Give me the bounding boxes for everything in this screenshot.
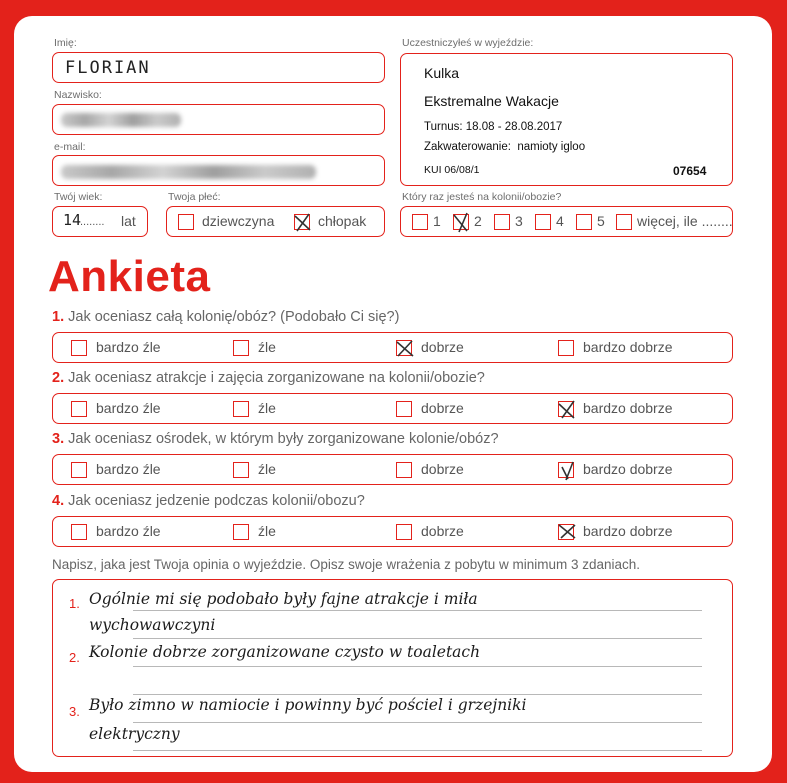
question-4-text: Jak oceniasz jedzenie podczas kolonii/obozu? (68, 493, 365, 509)
age-value: 14 (63, 211, 82, 229)
opinion-1-line-1: Ogólnie mi się podobało były fajne atrakcje i miła (89, 590, 478, 608)
writing-line (133, 722, 702, 723)
gender-option-boy: chłopak (318, 213, 367, 229)
survey-title: Ankieta (48, 252, 211, 301)
survey-sheet (14, 16, 772, 772)
question-4-number: 4. (52, 493, 65, 509)
q2-checkbox-very-bad[interactable] (71, 401, 87, 417)
q3-option-good: dobrze (421, 461, 464, 477)
q4-option-good: dobrze (421, 523, 464, 539)
writing-line (133, 610, 702, 611)
times-checkbox-2[interactable] (453, 214, 469, 230)
x-mark-icon (394, 337, 416, 359)
question-2-answers (52, 393, 733, 424)
q4-checkbox-very-bad[interactable] (71, 524, 87, 540)
q2-checkbox-good[interactable] (396, 401, 412, 417)
age-label: Twój wiek: (54, 191, 103, 203)
q1-checkbox-bad[interactable] (233, 340, 249, 356)
q4-option-bad: źle (258, 523, 276, 539)
email-field[interactable] (52, 155, 385, 186)
name-field[interactable] (52, 52, 385, 83)
trip-number: 07654 (673, 164, 707, 178)
times-option-3: 3 (515, 213, 523, 229)
q2-checkbox-bad[interactable] (233, 401, 249, 417)
checkbox-boy[interactable] (294, 214, 310, 230)
q4-checkbox-very-good[interactable] (558, 524, 574, 540)
times-option-2: 2 (474, 213, 482, 229)
question-2-text: Jak oceniasz atrakcje i zajęcia zorganizowane na kolonii/obozie? (68, 370, 485, 386)
x-mark-icon (556, 398, 578, 420)
q1-option-good: dobrze (421, 339, 464, 355)
times-option-5: 5 (597, 213, 605, 229)
times-option-1: 1 (433, 213, 441, 229)
x-mark-icon (556, 521, 578, 543)
q3-checkbox-good[interactable] (396, 462, 412, 478)
writing-line (133, 666, 702, 667)
x-mark-icon (451, 211, 473, 233)
q4-checkbox-good[interactable] (396, 524, 412, 540)
opinion-2-number: 2. (69, 650, 80, 665)
surname-label: Nazwisko: (54, 89, 102, 101)
question-3-number: 3. (52, 431, 65, 447)
accommodation-label: Zakwaterowanie: (424, 141, 511, 153)
opinion-3-line-2: elektryczny (89, 725, 180, 743)
times-option-more: więcej, ile ........ (637, 213, 733, 229)
trip-label: Uczestniczyłeś w wyjeździe: (402, 37, 534, 49)
q4-checkbox-bad[interactable] (233, 524, 249, 540)
writing-line (133, 638, 702, 639)
name-value: FLORIAN (65, 58, 151, 78)
q3-checkbox-very-good[interactable] (558, 462, 574, 478)
x-mark-icon (556, 459, 578, 481)
trip-code: KUI 06/08/1 (424, 164, 480, 176)
q3-option-very-good: bardzo dobrze (583, 461, 673, 477)
q1-option-very-good: bardzo dobrze (583, 339, 673, 355)
opinion-3-number: 3. (69, 704, 80, 719)
times-checkbox-3[interactable] (494, 214, 510, 230)
q4-option-very-bad: bardzo źle (96, 523, 161, 539)
times-label: Który raz jesteś na kolonii/obozie? (402, 191, 562, 203)
opinion-1-line-2: wychowawczyni (89, 616, 216, 634)
times-option-4: 4 (556, 213, 564, 229)
email-label: e-mail: (54, 141, 86, 153)
gender-field (166, 206, 385, 237)
opinion-3-line-1: Było zimno w namiocie i powinny być pościel i grzejniki (89, 696, 527, 714)
writing-line (133, 694, 702, 695)
times-checkbox-1[interactable] (412, 214, 428, 230)
opinion-2-line-1: Kolonie dobrze zorganizowane czysto w toaletach (89, 643, 481, 661)
age-unit: lat (121, 213, 136, 229)
q3-checkbox-very-bad[interactable] (71, 462, 87, 478)
redacted-email (61, 165, 316, 179)
question-1-answers (52, 332, 733, 363)
times-field (400, 206, 733, 237)
q1-option-bad: źle (258, 339, 276, 355)
opinion-1-number: 1. (69, 596, 80, 611)
q2-option-good: dobrze (421, 400, 464, 416)
q2-checkbox-very-good[interactable] (558, 401, 574, 417)
times-checkbox-5[interactable] (576, 214, 592, 230)
writing-line (133, 750, 702, 751)
opinion-prompt: Napisz, jaka jest Twoja opinia o wyjeździe. Opisz swoje wrażenia z pobytu w minimum 3 zdaniach. (52, 557, 641, 572)
question-4-answers (52, 516, 733, 547)
q3-option-bad: źle (258, 461, 276, 477)
name-label: Imię: (54, 37, 77, 49)
checkbox-girl[interactable] (178, 214, 194, 230)
question-3-answers (52, 454, 733, 485)
opinion-box[interactable] (52, 579, 733, 757)
age-field[interactable] (52, 206, 148, 237)
question-1-number: 1. (52, 309, 65, 325)
trip-brand: Kulka (424, 65, 460, 81)
q1-checkbox-very-good[interactable] (558, 340, 574, 356)
q3-checkbox-bad[interactable] (233, 462, 249, 478)
q4-option-very-good: bardzo dobrze (583, 523, 673, 539)
gender-option-girl: dziewczyna (202, 213, 275, 229)
times-checkbox-more[interactable] (616, 214, 632, 230)
q1-checkbox-good[interactable] (396, 340, 412, 356)
trip-name: Ekstremalne Wakacje (424, 93, 559, 109)
q2-option-very-bad: bardzo źle (96, 400, 161, 416)
age-dots: ........ (80, 216, 105, 228)
q3-option-very-bad: bardzo źle (96, 461, 161, 477)
gender-label: Twoja płeć: (168, 191, 221, 203)
q2-option-bad: źle (258, 400, 276, 416)
q1-option-very-bad: bardzo źle (96, 339, 161, 355)
question-2-number: 2. (52, 370, 65, 386)
question-3-text: Jak oceniasz ośrodek, w którym były zorganizowane kolonie/obóz? (68, 431, 499, 447)
x-mark-icon (292, 211, 314, 233)
redacted-surname (61, 113, 181, 127)
trip-turnus: Turnus: 18.08 - 28.08.2017 (424, 121, 563, 133)
surname-field[interactable] (52, 104, 385, 135)
q2-option-very-good: bardzo dobrze (583, 400, 673, 416)
times-checkbox-4[interactable] (535, 214, 551, 230)
accommodation-value: namioty igloo (517, 141, 586, 153)
q1-checkbox-very-bad[interactable] (71, 340, 87, 356)
trip-info-box (400, 53, 733, 186)
question-1-text: Jak oceniasz całą kolonię/obóz? (Podobało Ci się?) (68, 309, 400, 325)
